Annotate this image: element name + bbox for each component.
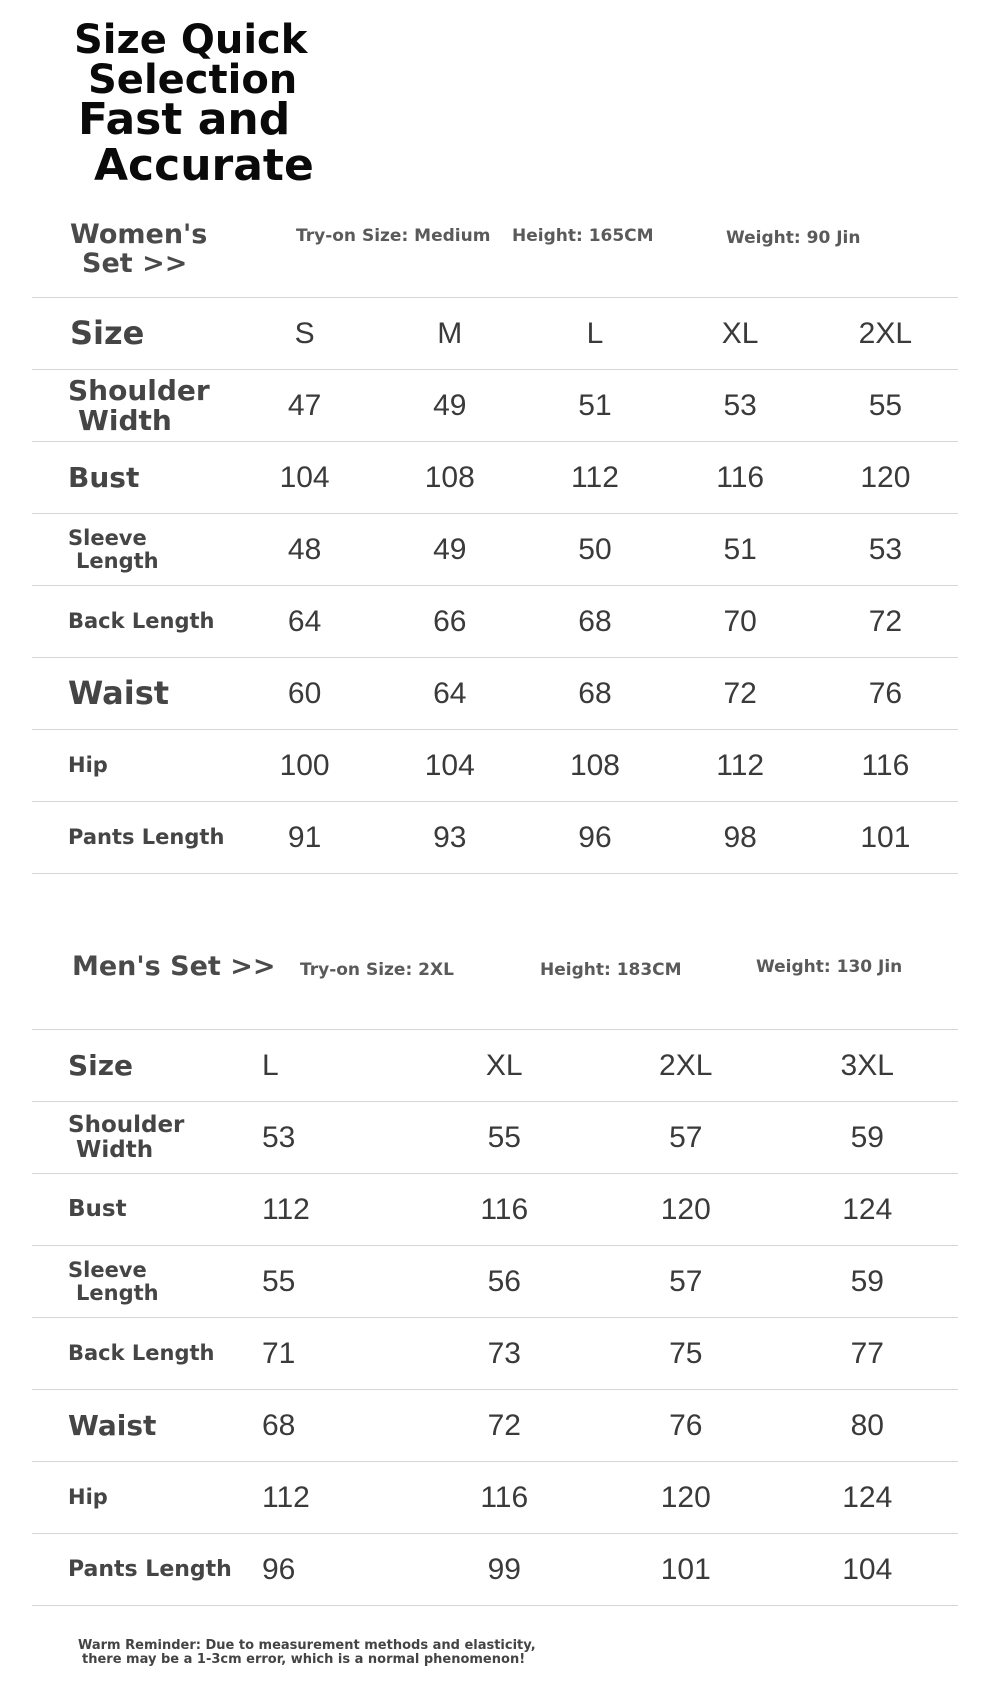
table-row (32, 514, 958, 586)
womens-size-col-header: S (294, 316, 315, 350)
table-row (32, 370, 958, 442)
table-row (32, 802, 958, 874)
table-cell: 57 (669, 1264, 703, 1298)
table-row (32, 1102, 958, 1174)
row-label-line: Length (76, 548, 159, 573)
table-cell: 70 (723, 604, 757, 638)
table-cell: 47 (287, 388, 322, 422)
row-label-bust: Bust (68, 460, 140, 494)
row-label-line: Width (76, 1136, 154, 1163)
table-cell: 112 (262, 1192, 310, 1226)
table-row (32, 1462, 958, 1534)
table-cell: 75 (669, 1336, 703, 1370)
row-label-hip: Hip (68, 1485, 108, 1510)
table-cell: 101 (660, 1552, 711, 1586)
warm-reminder (78, 1639, 536, 1667)
row-label-sleeve-length (32, 514, 232, 586)
table-cell: 50 (578, 532, 612, 566)
row-label-back-length: Back Length (68, 1341, 215, 1366)
table-row (32, 1390, 958, 1462)
table-cell: 53 (868, 532, 903, 566)
table-cell: 99 (487, 1552, 521, 1586)
table-cell: 72 (723, 676, 757, 710)
row-label-pants-length: Pants Length (68, 1556, 232, 1582)
table-cell: 48 (287, 532, 322, 566)
womens-set-label (70, 220, 207, 278)
reminder-line-2: there may be a 1-3cm error, which is a normal phenomenon! (82, 1652, 526, 1667)
table-cell: 108 (424, 460, 475, 494)
row-label-shoulder-width (32, 1102, 232, 1174)
reminder-line-1: Warm Reminder: Due to measurement methods and elasticity, (78, 1638, 536, 1653)
row-label-line: Shoulder (68, 1112, 185, 1139)
table-cell: 60 (287, 676, 322, 710)
row-label-line: Shoulder (68, 374, 210, 408)
mens-size-table (32, 1029, 958, 1606)
table-cell: 71 (262, 1336, 296, 1370)
table-cell: 96 (262, 1552, 296, 1586)
table-cell: 104 (279, 460, 330, 494)
mens-size-col-header: 2XL (659, 1048, 713, 1082)
row-label-pants-length: Pants Length (68, 825, 225, 850)
table-cell: 100 (279, 748, 330, 782)
table-cell: 49 (433, 388, 467, 422)
table-cell: 55 (262, 1264, 296, 1298)
womens-weight: Weight: 90 Jin (726, 228, 861, 248)
row-label-line: Length (76, 1280, 159, 1305)
row-label-waist: Waist (68, 1408, 157, 1442)
table-cell: 68 (578, 676, 612, 710)
title-line-1: Size Quick (74, 17, 308, 63)
table-cell: 66 (433, 604, 467, 638)
womens-table-header-row (32, 298, 958, 370)
womens-tryon-size: Try-on Size: Medium (296, 226, 491, 246)
table-cell: 116 (480, 1480, 529, 1514)
table-cell: 98 (723, 820, 757, 854)
womens-size-col-header: 2XL (858, 316, 913, 350)
title-line-2: Selection (88, 57, 298, 103)
womens-size-col-header: M (437, 316, 463, 350)
womens-size-table (32, 297, 958, 874)
row-label-line: Sleeve (68, 1258, 147, 1283)
table-cell: 124 (842, 1480, 893, 1514)
table-cell: 120 (860, 460, 911, 494)
table-cell: 57 (669, 1120, 703, 1154)
table-cell: 101 (860, 820, 911, 854)
table-cell: 55 (487, 1120, 521, 1154)
table-cell: 51 (723, 532, 757, 566)
table-cell: 53 (262, 1120, 296, 1154)
womens-set-label-line-1: Women's (70, 219, 208, 250)
table-cell: 104 (424, 748, 475, 782)
table-cell: 76 (669, 1408, 703, 1442)
title-line-3: Fast and (78, 94, 291, 145)
table-cell: 108 (569, 748, 620, 782)
table-cell: 116 (861, 748, 910, 782)
table-cell: 93 (433, 820, 467, 854)
table-cell: 53 (723, 388, 757, 422)
table-cell: 72 (868, 604, 903, 638)
table-row (32, 1318, 958, 1390)
table-cell: 76 (868, 676, 903, 710)
row-label-line: Width (78, 403, 172, 437)
table-cell: 49 (433, 532, 467, 566)
womens-height: Height: 165CM (512, 226, 654, 246)
row-label-bust: Bust (68, 1196, 127, 1223)
table-cell: 112 (716, 748, 765, 782)
womens-size-header: Size (70, 313, 145, 352)
table-row (32, 1534, 958, 1606)
row-label-hip: Hip (68, 753, 108, 778)
table-cell: 59 (850, 1120, 884, 1154)
row-label-shoulder-width (32, 370, 232, 442)
table-cell: 112 (262, 1480, 310, 1514)
row-label-back-length: Back Length (68, 609, 215, 634)
table-cell: 80 (850, 1408, 884, 1442)
table-cell: 56 (487, 1264, 521, 1298)
row-label-waist: Waist (68, 673, 170, 712)
table-row (32, 442, 958, 514)
mens-set-label: Men's Set >> (72, 951, 276, 982)
table-cell: 64 (433, 676, 467, 710)
table-cell: 120 (660, 1192, 711, 1226)
mens-size-col-header: XL (485, 1048, 523, 1082)
row-label-sleeve-length (32, 1246, 232, 1318)
table-cell: 112 (571, 460, 619, 494)
table-cell: 68 (262, 1408, 296, 1442)
title-line-4: Accurate (94, 140, 314, 191)
page-title (64, 17, 364, 191)
table-cell: 96 (578, 820, 612, 854)
table-cell: 72 (487, 1408, 521, 1442)
mens-height: Height: 183CM (540, 960, 682, 980)
row-label-line: Sleeve (68, 526, 147, 551)
womens-size-col-header: L (586, 316, 604, 350)
table-cell: 104 (842, 1552, 893, 1586)
table-cell: 124 (842, 1192, 893, 1226)
mens-tryon-size: Try-on Size: 2XL (300, 960, 454, 980)
table-cell: 55 (868, 388, 903, 422)
womens-set-label-line-2: Set >> (82, 248, 188, 279)
mens-table-header-row (32, 1030, 958, 1102)
table-cell: 116 (480, 1192, 529, 1226)
mens-size-header: Size (68, 1048, 134, 1082)
table-row (32, 1246, 958, 1318)
mens-size-col-header: L (262, 1048, 279, 1082)
womens-size-col-header: XL (721, 316, 759, 350)
table-cell: 51 (578, 388, 612, 422)
table-row (32, 1174, 958, 1246)
table-row (32, 658, 958, 730)
table-row (32, 586, 958, 658)
table-cell: 73 (487, 1336, 521, 1370)
table-cell: 64 (287, 604, 322, 638)
table-cell: 120 (660, 1480, 711, 1514)
table-cell: 77 (850, 1336, 884, 1370)
table-cell: 59 (850, 1264, 884, 1298)
table-cell: 68 (578, 604, 612, 638)
table-row (32, 730, 958, 802)
mens-size-col-header: 3XL (840, 1048, 894, 1082)
mens-weight: Weight: 130 Jin (756, 957, 903, 977)
table-cell: 91 (287, 820, 322, 854)
table-cell: 116 (716, 460, 765, 494)
